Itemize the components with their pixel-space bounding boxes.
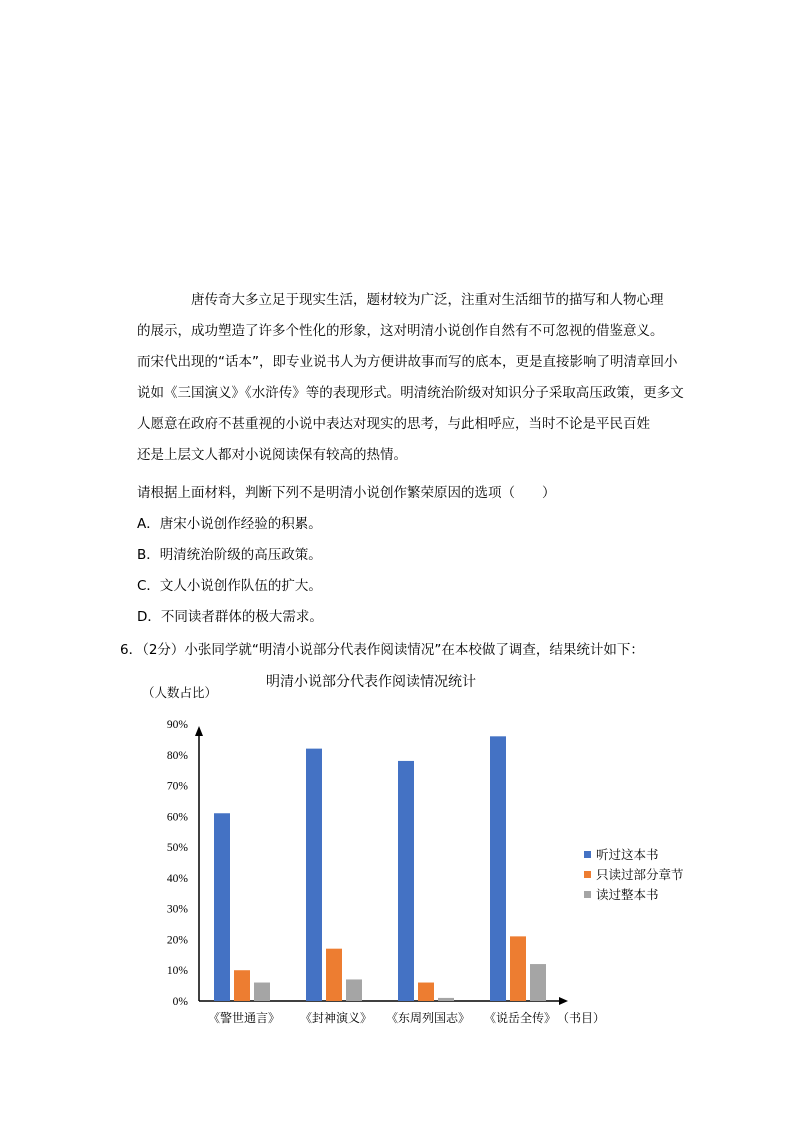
option-b: B．明清统治阶级的高压政策。 xyxy=(137,547,322,563)
y-axis-label: （人数占比） xyxy=(142,685,218,700)
option-a: A．唐宋小说创作经验的积累。 xyxy=(137,516,322,532)
x-axis-arrow xyxy=(559,997,568,1005)
question-6-prompt: 6．（2分）小张同学就“明清小说部分代表作阅读情况”在本校做了调查，结果统计如下： xyxy=(120,642,644,658)
y-tick-label: 60% xyxy=(166,811,188,824)
y-tick-label: 20% xyxy=(166,934,188,947)
bar xyxy=(530,964,546,1001)
x-tick-label: 《封神演义》 xyxy=(299,1011,373,1025)
option-d: D．不同读者群体的极大需求。 xyxy=(137,609,323,625)
legend-swatch xyxy=(584,891,591,898)
y-tick-label: 90% xyxy=(166,719,188,731)
bar xyxy=(418,983,434,1001)
legend-label: 听过这本书 xyxy=(596,847,659,862)
bar xyxy=(490,736,506,1001)
legend-label: 只读过部分章节 xyxy=(596,867,684,882)
legend-label: 读过整本书 xyxy=(596,887,659,902)
option-c: C．文人小说创作队伍的扩大。 xyxy=(137,578,322,594)
y-tick-label: 50% xyxy=(166,842,188,855)
passage-line: 还是上层文人都对小说阅读保有较高的热情。 xyxy=(137,447,407,463)
bar xyxy=(346,979,362,1001)
legend-item xyxy=(584,844,684,864)
y-tick-label: 10% xyxy=(166,965,188,978)
question-5-prompt: 请根据上面材料，判断下列不是明清小说创作繁荣原因的选项（ ） xyxy=(137,485,556,501)
passage-line: 说如《三国演义》《水浒传》等的表现形式。明清统治阶级对知识分子采取高压政策，更多文 xyxy=(137,385,684,401)
bar xyxy=(234,970,250,1001)
y-tick-label: 40% xyxy=(166,872,188,885)
bar xyxy=(510,936,526,1001)
y-tick-label: 30% xyxy=(166,903,188,916)
passage-line: 人愿意在政府不甚重视的小说中表达对现实的思考，与此相呼应，当时不论是平民百姓 xyxy=(137,416,650,432)
legend-item xyxy=(584,864,684,884)
legend-swatch xyxy=(584,851,591,858)
passage-line: 的展示，成功塑造了许多个性化的形象，这对明清小说创作自然有不可忽视的借鉴意义。 xyxy=(137,323,664,339)
x-tick-label: 《警世通言》 xyxy=(207,1011,281,1025)
legend-swatch xyxy=(584,871,591,878)
passage-line: 唐传奇大多立足于现实生活，题材较为广泛，注重对生活细节的描写和人物心理 xyxy=(191,292,664,308)
bar xyxy=(254,983,270,1001)
x-tick-label: 《说岳全传》 xyxy=(483,1011,557,1025)
bar xyxy=(306,749,322,1001)
bar xyxy=(326,949,342,1001)
y-axis-arrow xyxy=(195,726,203,736)
x-axis-label: （书目） xyxy=(557,1011,606,1025)
chart-legend xyxy=(584,844,684,904)
y-tick-label: 0% xyxy=(172,996,188,1008)
bar xyxy=(398,761,414,1001)
legend-item xyxy=(584,884,684,904)
passage-line: 而宋代出现的“话本”，即专业说书人为方便讲故事而写的底本，更是直接影响了明清章回小 xyxy=(137,354,678,370)
bar xyxy=(214,813,230,1001)
chart-title: 明清小说部分代表作阅读情况统计 xyxy=(266,674,476,690)
bar xyxy=(438,998,454,1001)
y-tick-label: 80% xyxy=(166,749,188,762)
y-tick-label: 70% xyxy=(166,780,188,793)
x-tick-label: 《东周列国志》 xyxy=(385,1011,471,1025)
